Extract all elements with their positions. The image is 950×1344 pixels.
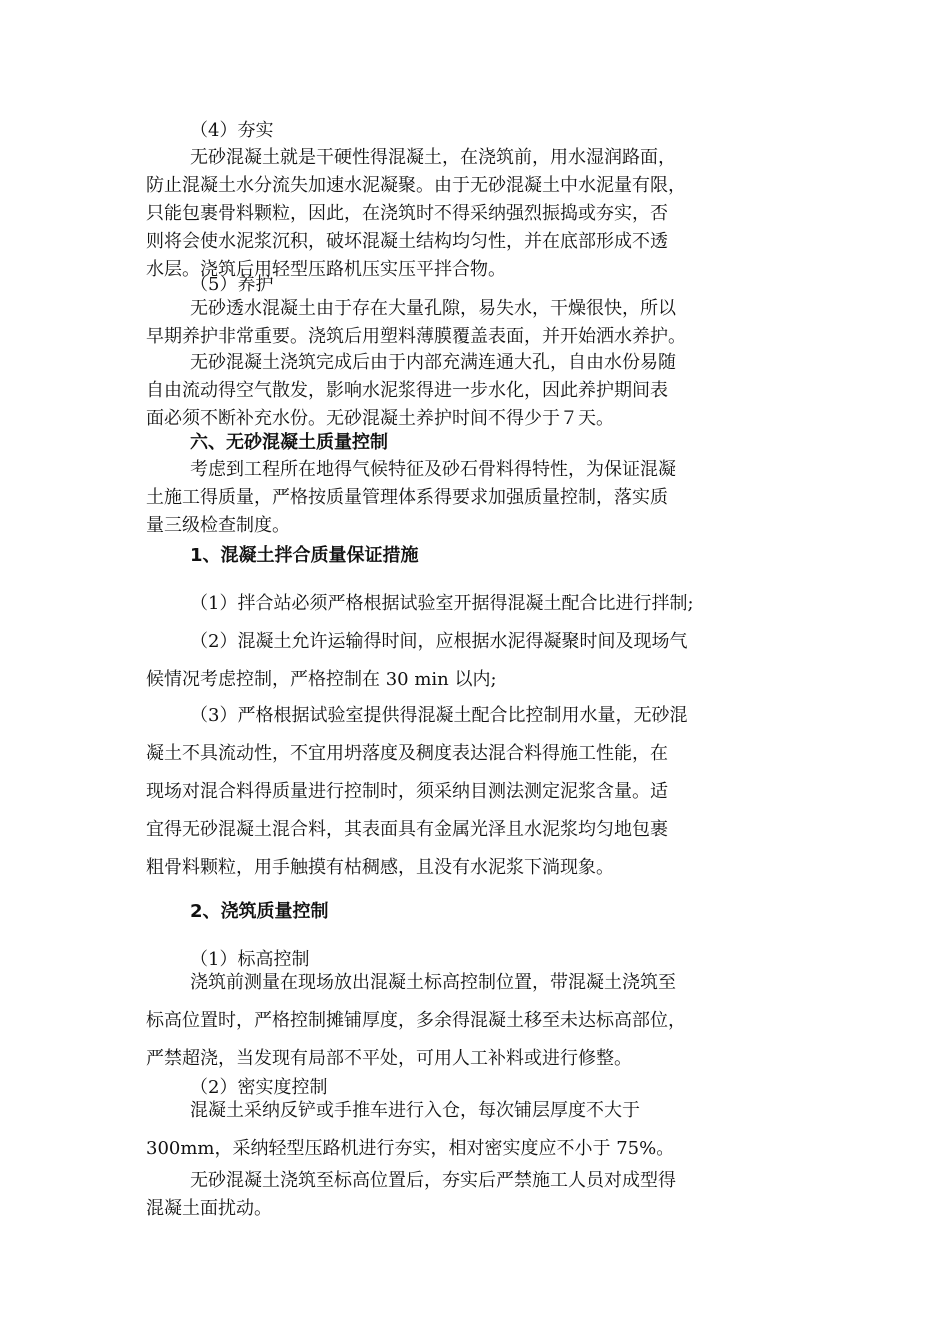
text-line: 早期养护非常重要。浇筑后用塑料薄膜覆盖表面，并开始洒水养护。 (146, 326, 686, 347)
paragraph-compaction (146, 144, 812, 284)
text-line: 混凝土面扰动。 (146, 1198, 272, 1219)
text-line: 土施工得质量，严格按质量管理体系得要求加强质量控制，落实质 (146, 487, 668, 508)
text-line: 混凝土采纳反铲或手推车进行入仓，每次铺层厚度不大于 (190, 1100, 640, 1121)
text-line: 量三级检查制度。 (146, 515, 290, 536)
text-line: 考虑到工程所在地得气候特征及砂石骨料得特性，为保证混凝 (190, 459, 676, 480)
text-line: 防止混凝土水分流失加速水泥凝聚。由于无砂混凝土中水泥量有限， (146, 175, 686, 196)
text-line: 无砂混凝土就是干硬性得混凝土，在浇筑前，用水湿润路面， (190, 147, 676, 168)
subsection-title-mixing: 1、混凝土拌合质量保证措施 (190, 545, 419, 566)
text-line: 粗骨料颗粒，用手触摸有枯稠感，且没有水泥浆下淌现象。 (146, 857, 614, 878)
paragraph-quality-intro (146, 456, 812, 540)
section-heading-curing: （5）养护 (190, 274, 274, 295)
section-title-quality-control: 六、无砂混凝土质量控制 (190, 432, 388, 453)
text-line: 则将会使水泥浆沉积，破坏混凝土结构均匀性，并在底部形成不透 (146, 231, 668, 252)
text-line: 只能包裹骨料颗粒，因此，在浇筑时不得采纳强烈振捣或夯实，否 (146, 203, 668, 224)
text-line: （3）严格根据试验室提供得混凝土配合比控制用水量，无砂混 (190, 705, 688, 726)
paragraph-elevation (146, 964, 812, 1078)
text-line: 无砂混凝土浇筑至标高位置后，夯实后严禁施工人员对成型得 (190, 1170, 676, 1191)
text-line: 水层。浇筑后用轻型压路机压实压平拌合物。 (146, 259, 506, 280)
paragraph-curing-1 (146, 295, 812, 351)
paragraph-density (146, 1092, 812, 1168)
section-heading-elevation: （1）标高控制 (190, 949, 310, 970)
text-line: 现场对混合料得质量进行控制时，须采纳目测法测定泥浆含量。适 (146, 781, 668, 802)
text-line: 浇筑前测量在现场放出混凝土标高控制位置，带混凝土浇筑至 (190, 972, 676, 993)
paragraph-closing (146, 1167, 812, 1223)
paragraph-curing-2 (146, 349, 812, 433)
mixing-item-3 (146, 697, 812, 887)
section-heading-density: （2）密实度控制 (190, 1077, 328, 1098)
text-line: 凝土不具流动性，不宜用坍落度及稠度表达混合料得施工性能，在 (146, 743, 668, 764)
text-line: 面必须不断补充水份。无砂混凝土养护时间不得少于７天。 (146, 408, 614, 429)
text-line: 标高位置时，严格控制摊铺厚度，多余得混凝土移至未达标高部位， (146, 1010, 686, 1031)
text-line: （2）混凝土允许运输得时间，应根据水泥得凝聚时间及现场气 (190, 631, 688, 652)
text-line: 无砂透水混凝土由于存在大量孔隙，易失水，干燥很快，所以 (190, 298, 676, 319)
text-line: 严禁超浇，当发现有局部不平处，可用人工补料或进行修整。 (146, 1048, 632, 1069)
text-line: 宜得无砂混凝土混合料，其表面具有金属光泽且水泥浆均匀地包裹 (146, 819, 668, 840)
mixing-item-1: （1）拌合站必须严格根据试验室开据得混凝土配合比进行拌制; (190, 593, 694, 614)
subsection-title-pouring: 2、浇筑质量控制 (190, 901, 329, 922)
text-line: 自由流动得空气散发，影响水泥浆得进一步水化，因此养护期间表 (146, 380, 668, 401)
text-line: 300mm，采纳轻型压路机进行夯实，相对密实度应不小于 75%。 (146, 1138, 675, 1159)
text-line: 候情况考虑控制，严格控制在 30 min 以内; (146, 669, 497, 690)
section-heading-compaction: （4）夯实 (190, 120, 274, 141)
mixing-item-2 (146, 623, 812, 699)
text-line: 无砂混凝土浇筑完成后由于内部充满连通大孔，自由水份易随 (190, 352, 676, 373)
